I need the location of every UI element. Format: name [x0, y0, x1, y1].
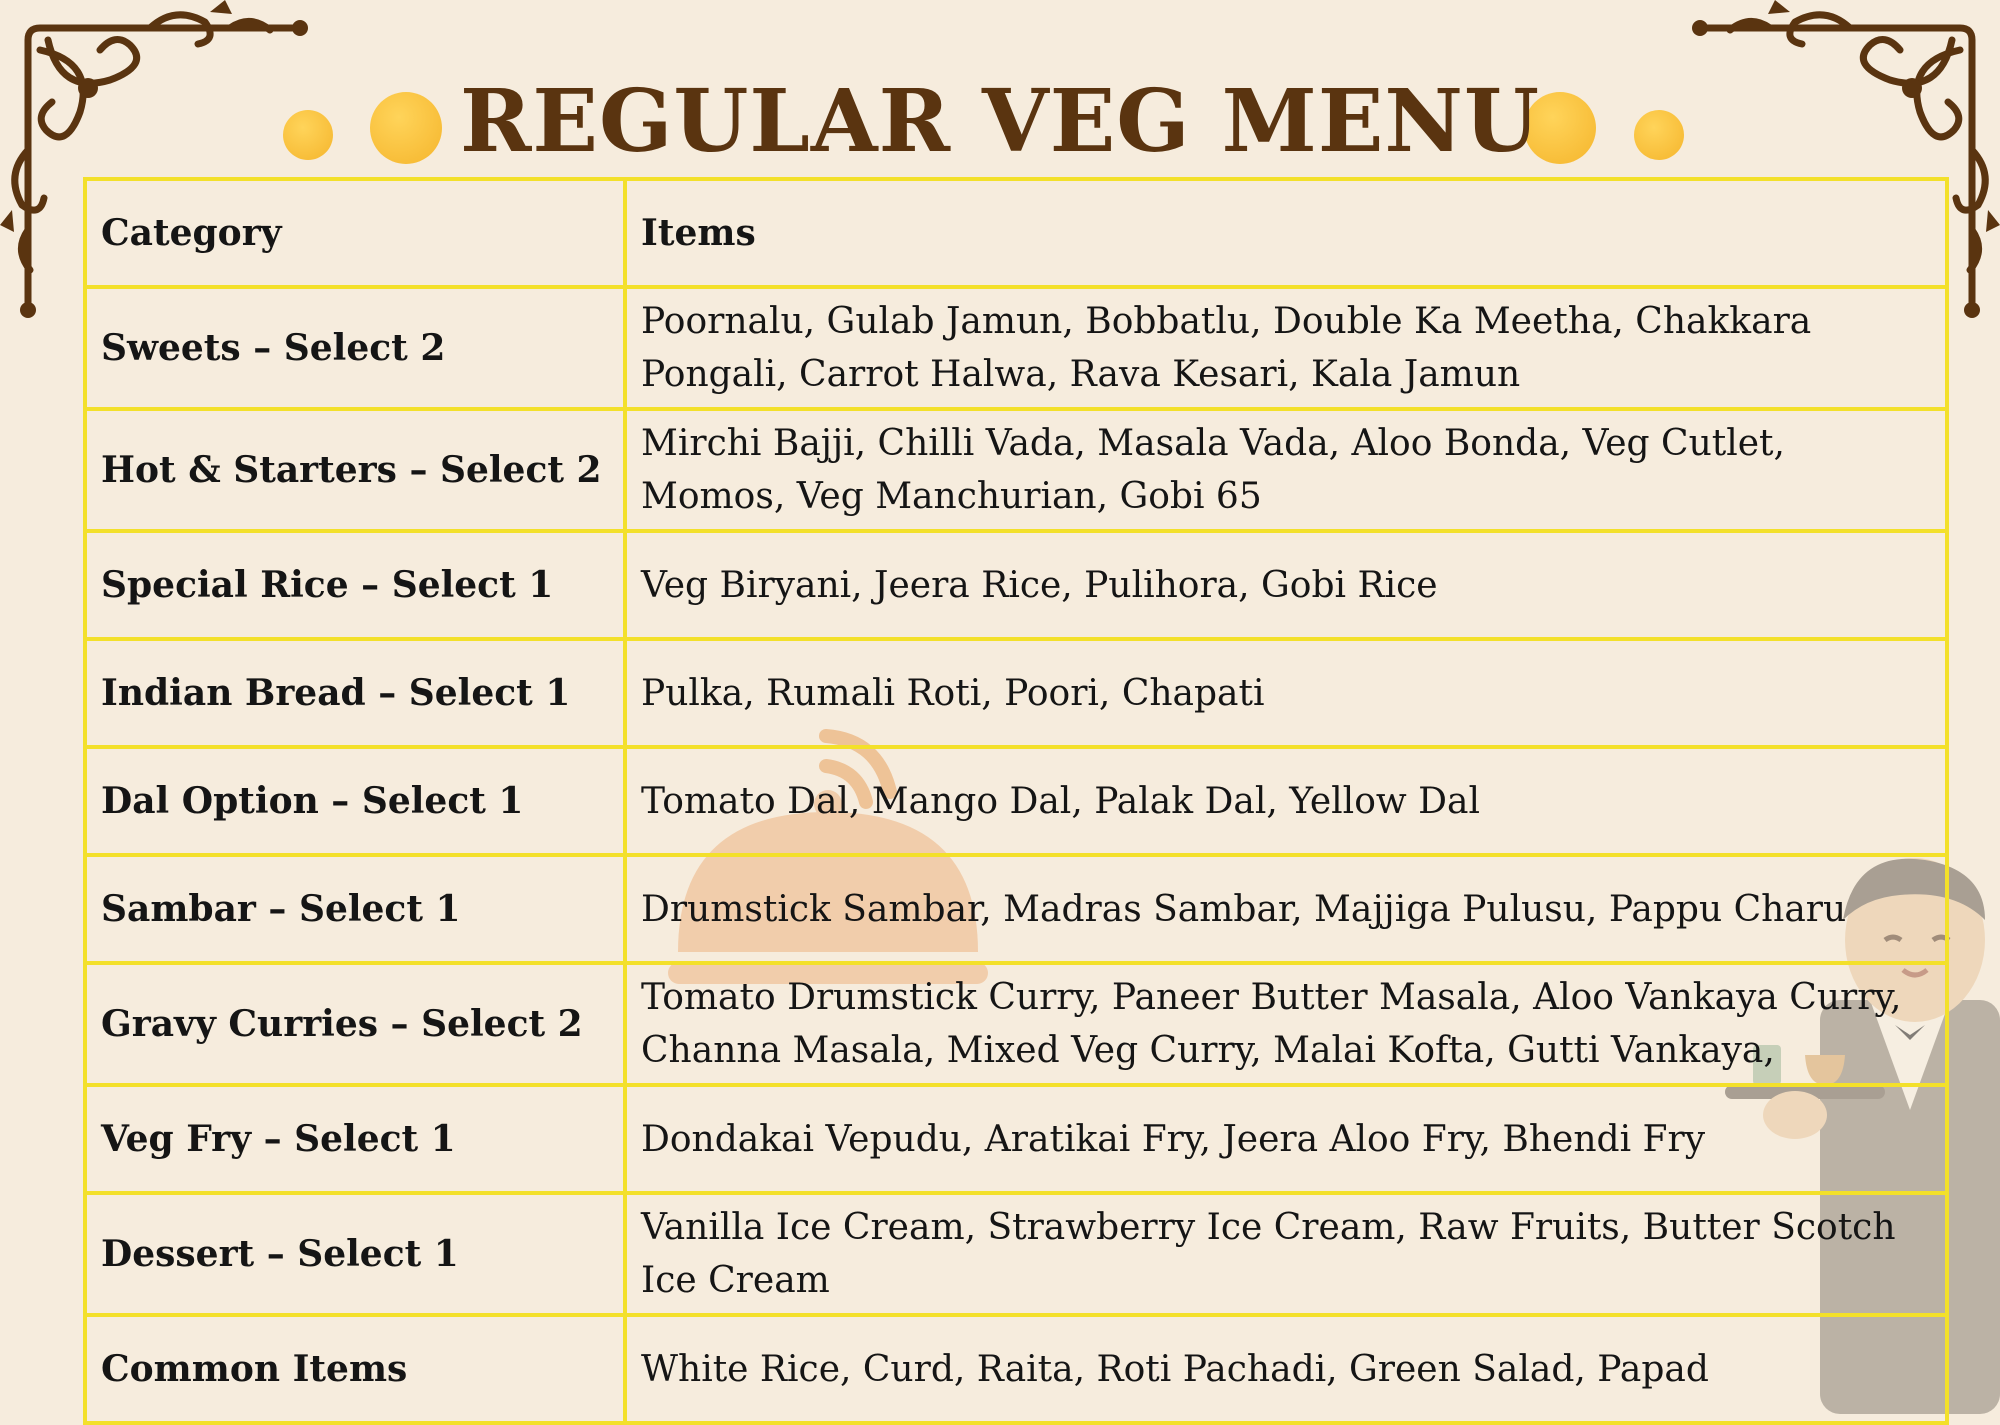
table-row	[85, 1315, 1947, 1423]
row-items: White Rice, Curd, Raita, Roti Pachadi, Green Salad, Papad	[625, 1315, 1947, 1423]
row-category: Sambar – Select 1	[85, 855, 625, 963]
table-row	[85, 747, 1947, 855]
row-category: Dessert – Select 1	[85, 1193, 625, 1315]
row-items: Dondakai Vepudu, Aratikai Fry, Jeera Aloo Fry, Bhendi Fry	[625, 1085, 1947, 1193]
row-items: Poornalu, Gulab Jamun, Bobbatlu, Double Ka Meetha, Chakkara Pongali, Carrot Halwa, Rava Kesari, Kala Jamun	[625, 287, 1947, 409]
row-items: Pulka, Rumali Roti, Poori, Chapati	[625, 639, 1947, 747]
row-items: Drumstick Sambar, Madras Sambar, Majjiga Pulusu, Pappu Charu	[625, 855, 1947, 963]
table-row	[85, 963, 1947, 1085]
header-category: Category	[85, 179, 625, 287]
row-category: Gravy Curries – Select 2	[85, 963, 625, 1085]
row-category: Indian Bread – Select 1	[85, 639, 625, 747]
table-row	[85, 409, 1947, 531]
row-items: Tomato Drumstick Curry, Paneer Butter Masala, Aloo Vankaya Curry, Channa Masala, Mixed Veg Curry, Malai Kofta, Gutti Vankaya,	[625, 963, 1947, 1085]
table-header-row	[85, 179, 1947, 287]
header-items: Items	[625, 179, 1947, 287]
row-items: Tomato Dal, Mango Dal, Palak Dal, Yellow Dal	[625, 747, 1947, 855]
row-items: Vanilla Ice Cream, Strawberry Ice Cream, Raw Fruits, Butter Scotch Ice Cream	[625, 1193, 1947, 1315]
row-category: Hot & Starters – Select 2	[85, 409, 625, 531]
page-title: REGULAR VEG MENU	[459, 71, 1541, 172]
table-row	[85, 287, 1947, 409]
row-items: Mirchi Bajji, Chilli Vada, Masala Vada, Aloo Bonda, Veg Cutlet, Momos, Veg Manchurian, Gobi 65	[625, 409, 1947, 531]
row-category: Dal Option – Select 1	[85, 747, 625, 855]
table-row	[85, 855, 1947, 963]
table-row	[85, 1085, 1947, 1193]
row-category: Sweets – Select 2	[85, 287, 625, 409]
row-category: Common Items	[85, 1315, 625, 1423]
table-row	[85, 639, 1947, 747]
row-category: Special Rice – Select 1	[85, 531, 625, 639]
table-row	[85, 531, 1947, 639]
table-row	[85, 1193, 1947, 1315]
row-items: Veg Biryani, Jeera Rice, Pulihora, Gobi Rice	[625, 531, 1947, 639]
row-category: Veg Fry – Select 1	[85, 1085, 625, 1193]
menu-table	[83, 177, 1949, 1425]
